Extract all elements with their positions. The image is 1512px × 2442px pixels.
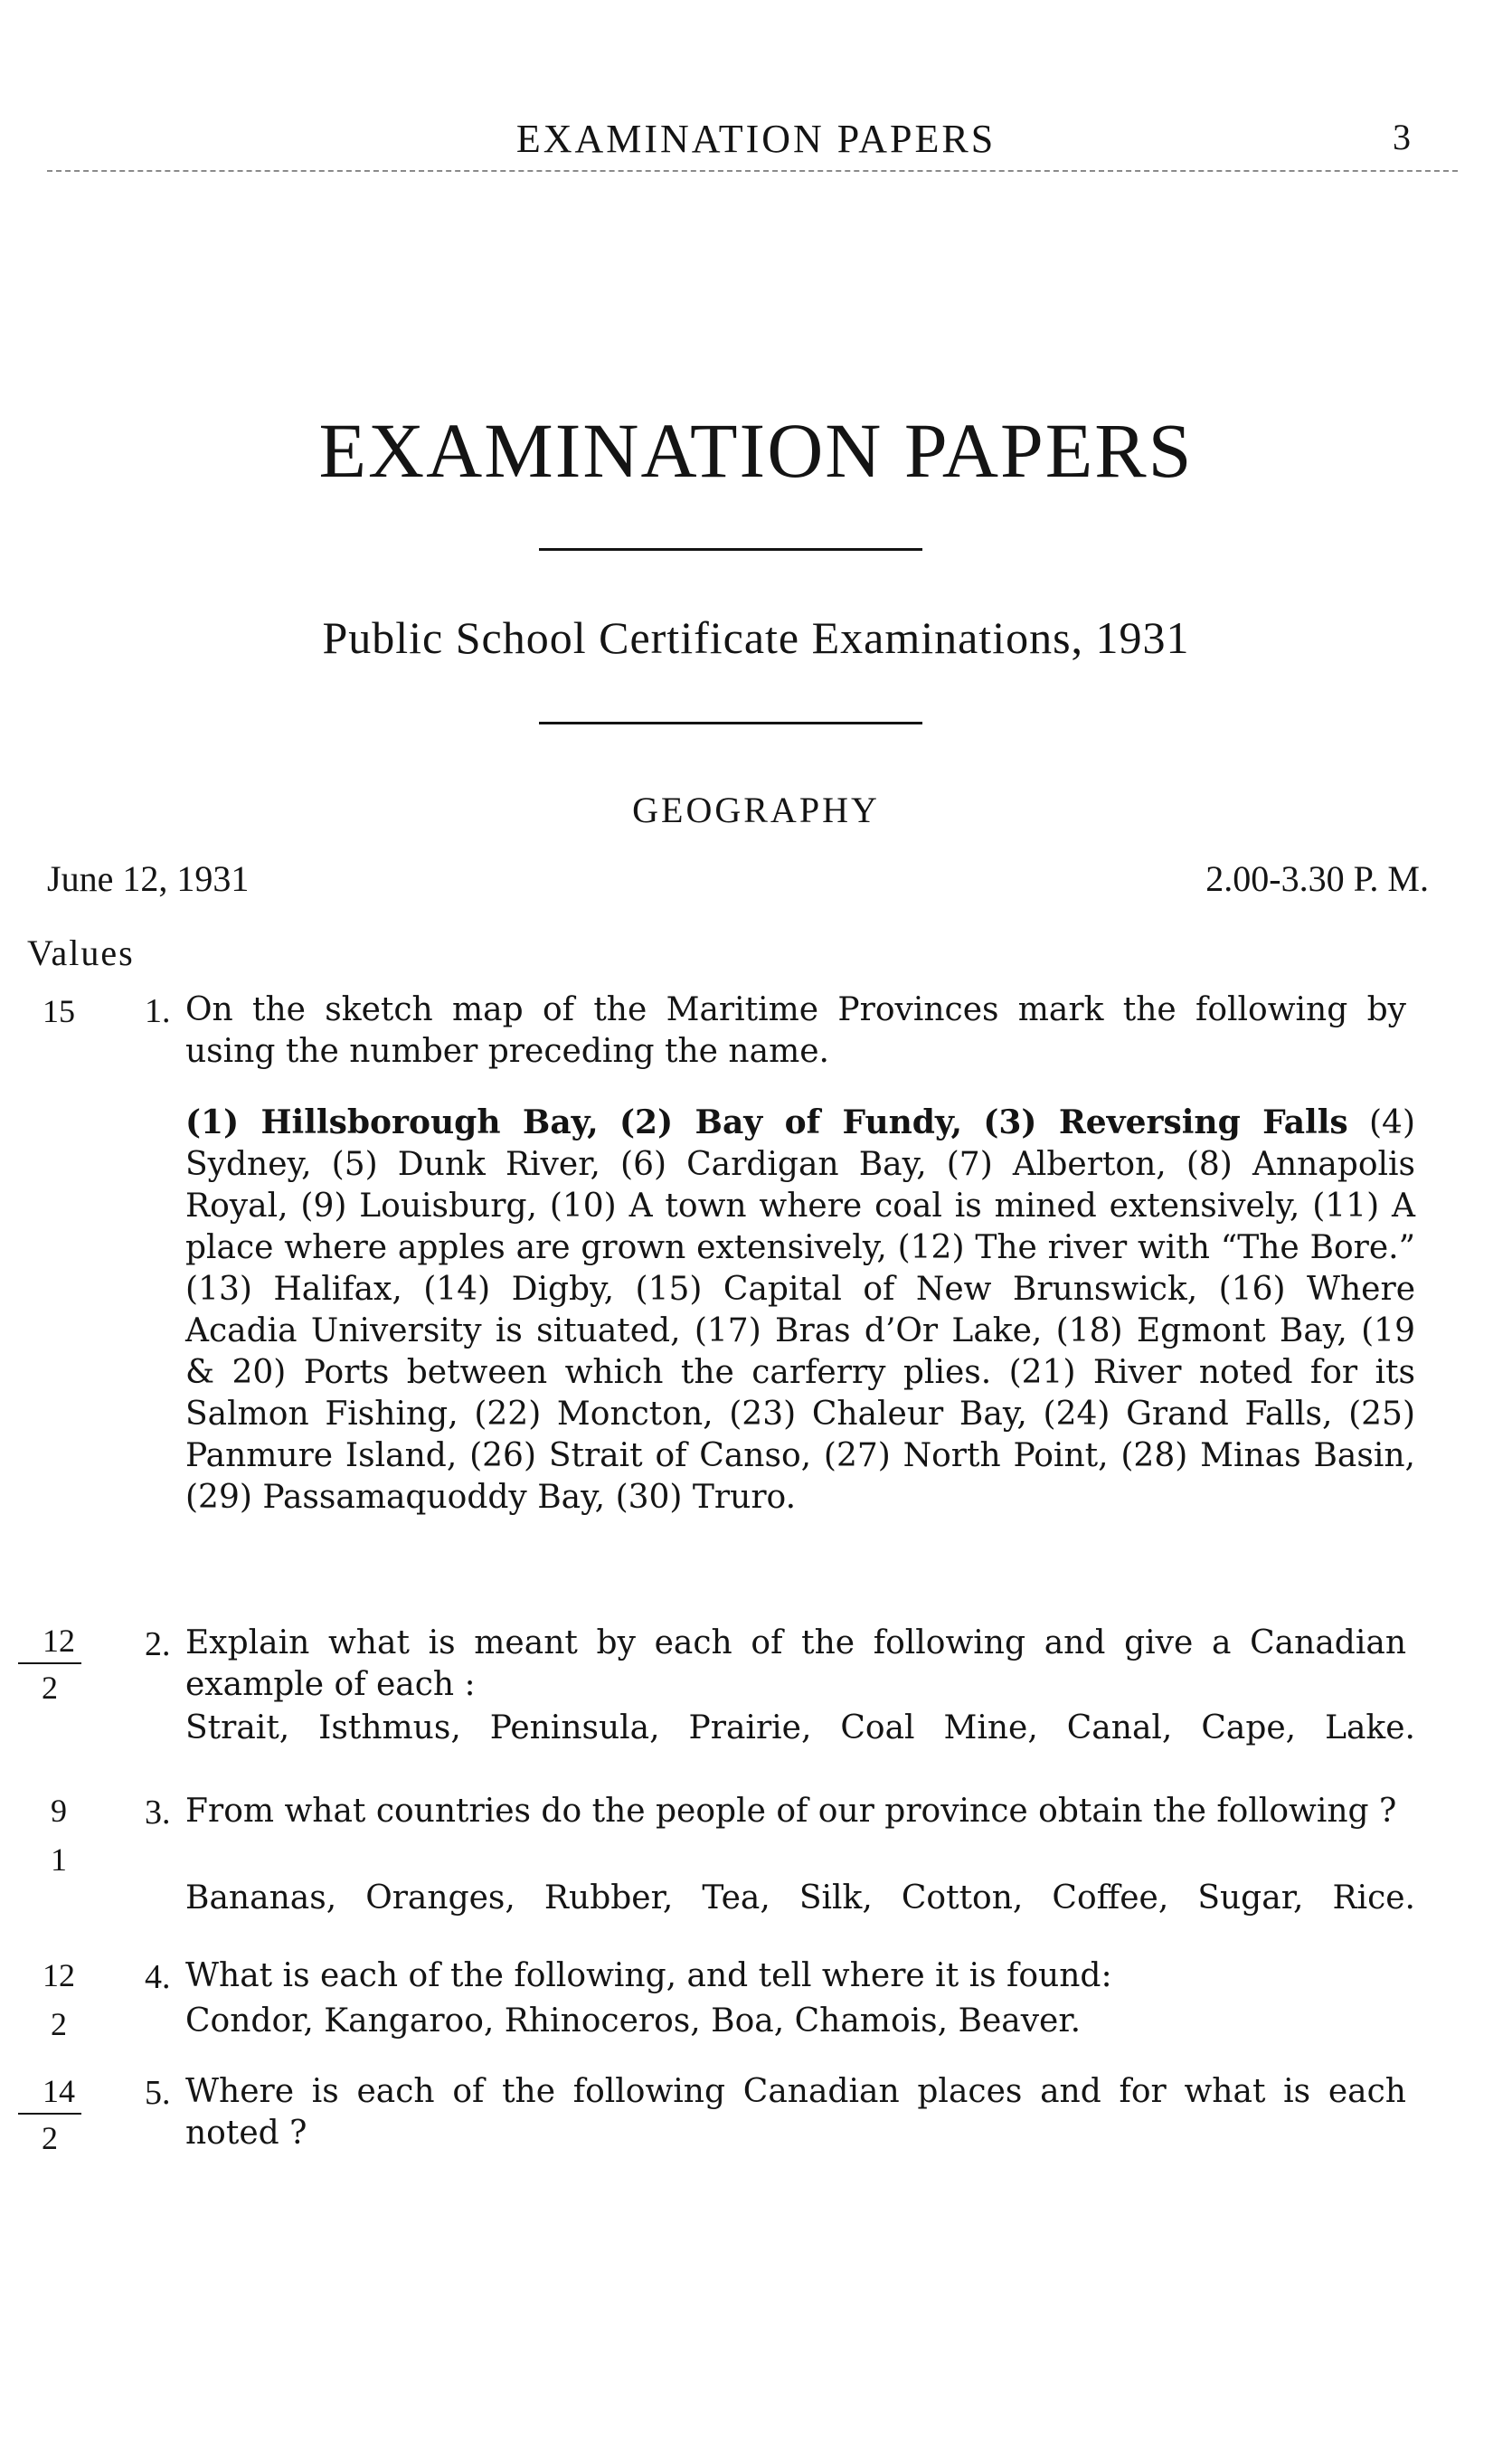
map-item: (1) Hillsborough Bay, [185, 1103, 599, 1141]
question-2-marks-denominator: 2 [18, 1662, 81, 1704]
question-1-items [185, 1102, 1415, 1519]
running-head: EXAMINATION PAPERS [515, 117, 997, 161]
map-item: (24) Grand Falls, [1043, 1396, 1333, 1433]
map-item: (29) Passamaquoddy Bay, [185, 1479, 606, 1516]
question-5-text: Where is each of the following Canadian places and for what is each noted ? [185, 2073, 1406, 2152]
question-4-number: 4. [145, 1958, 171, 1996]
map-item: (21) River noted for its Salmon Fishing, [185, 1354, 1415, 1433]
map-item: (19 & 20) Ports between which the carferry plies. [185, 1312, 1415, 1391]
map-item: (17) Bras d’Or Lake, [694, 1312, 1043, 1349]
exam-time: 2.00-3.30 P. M. [1205, 858, 1429, 899]
map-item: (6) Cardigan Bay, [620, 1146, 927, 1183]
question-5-marks-denominator: 2 [18, 2113, 81, 2154]
question-2-number: 2. [145, 1625, 171, 1663]
question-3-list: Bananas, Oranges, Rubber, Tea, Silk, Cotton, Coffee, Sugar, Rice. [185, 1879, 1415, 1917]
map-item: (22) Moncton, [474, 1396, 713, 1433]
map-item: (28) Minas Basin, [1120, 1437, 1415, 1474]
map-item: (10) A town where coal is mined extensively, [549, 1188, 1300, 1225]
map-item: (26) Strait of Canso, [469, 1437, 812, 1474]
question-3-marks-denominator: 1 [51, 1841, 67, 1878]
map-item: (9) Louisburg, [300, 1188, 537, 1225]
map-item: (8) Annapolis Royal, [185, 1146, 1416, 1225]
header-rule [47, 170, 1458, 172]
map-item: (14) Digby, [423, 1271, 615, 1308]
subject-heading: GEOGRAPHY [632, 790, 880, 830]
map-item: (12) The river with “The Bore.” [897, 1229, 1415, 1266]
map-item: (4) Sydney, [185, 1104, 1416, 1183]
question-4-text: What is each of the following, and tell where it is found: [185, 1957, 1112, 1994]
question-3-marks: 9 [51, 1793, 67, 1829]
question-2-value [18, 1624, 99, 1704]
question-3-value [18, 1794, 99, 1876]
question-1-text: On the sketch map of the Maritime Provinces mark the following by using the number preceding the name. [185, 991, 1406, 1070]
question-3-text: From what countries do the people of our province obtain the following ? [185, 1793, 1397, 1830]
question-1-number: 1. [145, 992, 171, 1030]
question-4-marks: 12 [43, 1957, 75, 1993]
question-1-marks: 15 [43, 993, 75, 1029]
question-2-text: Explain what is meant by each of the following and give a Canadian example of each : [185, 1624, 1406, 1703]
map-item: (30) Truro. [615, 1479, 797, 1516]
question-4-value [18, 1959, 99, 2040]
map-item: (2) Bay of Fundy, [619, 1103, 962, 1141]
question-5-marks: 14 [43, 2073, 75, 2109]
subtitle-rule [539, 722, 922, 724]
question-2-list: Strait, Isthmus, Peninsula, Prairie, Coal Mine, Canal, Cape, Lake. [185, 1709, 1415, 1746]
question-3-number: 3. [145, 1794, 171, 1832]
page-title: EXAMINATION PAPERS [318, 407, 1194, 494]
map-item: (23) Chaleur Bay, [729, 1396, 1027, 1433]
page-number: 3 [1393, 117, 1411, 157]
question-2-marks: 12 [43, 1623, 75, 1659]
map-item: (3) Reversing Falls [983, 1103, 1348, 1141]
map-item: (18) Egmont Bay, [1055, 1312, 1347, 1349]
map-item: (13) Halifax, [185, 1271, 402, 1308]
question-4-list: Condor, Kangaroo, Rhinoceros, Boa, Chamois, Beaver. [185, 2002, 1082, 2040]
values-label: Values [27, 932, 135, 973]
question-5-number: 5. [145, 2074, 171, 2112]
question-5-value [18, 2075, 99, 2154]
map-item: (5) Dunk River, [331, 1146, 600, 1183]
map-item: (25) Panmure Island, [185, 1396, 1416, 1474]
map-item: (27) North Point, [823, 1437, 1109, 1474]
map-item: (7) Alberton, [946, 1146, 1167, 1183]
title-rule [539, 548, 922, 551]
question-1-value [18, 995, 99, 1027]
map-item: (16) Where Acadia University is situated, [185, 1271, 1416, 1349]
exam-date: June 12, 1931 [47, 858, 250, 899]
map-item: (11) A place where apples are grown extensively, [185, 1188, 1415, 1266]
exam-subtitle: Public School Certificate Examinations, 1931 [322, 612, 1190, 663]
question-4-marks-denominator: 2 [51, 2006, 67, 2042]
map-item: (15) Capital of New Brunswick, [635, 1271, 1198, 1308]
